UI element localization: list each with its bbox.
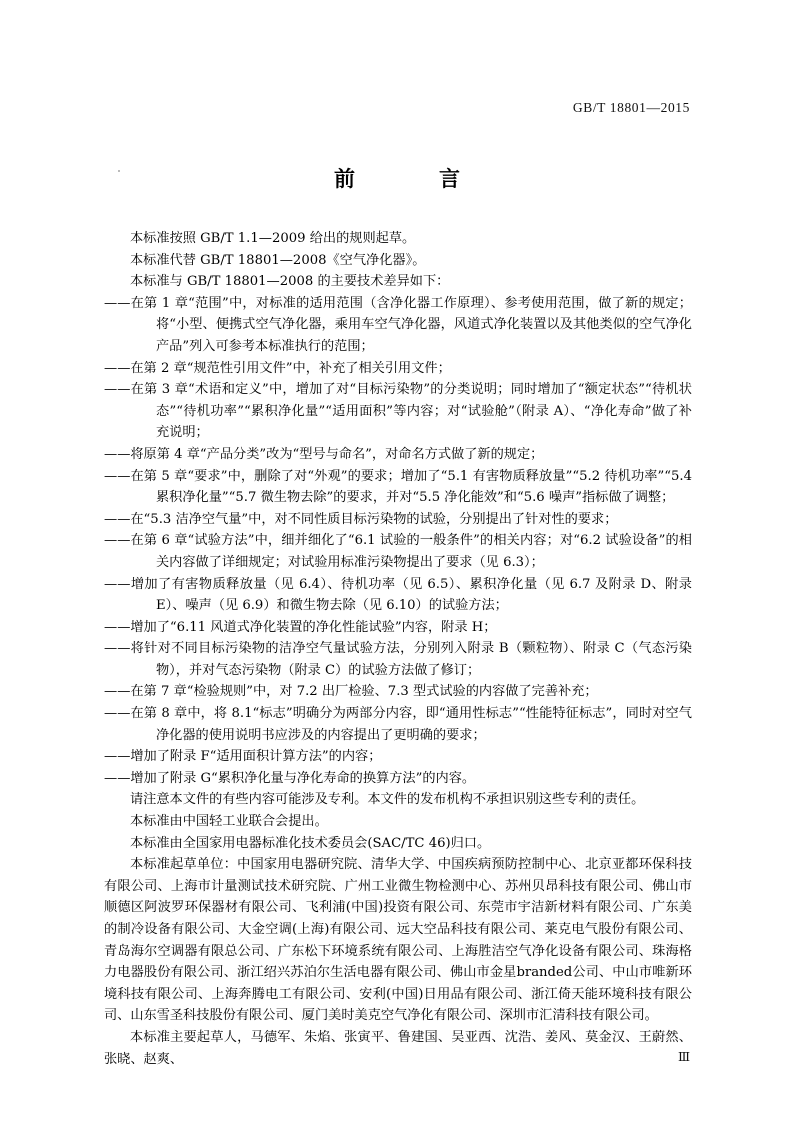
page-number: Ⅲ	[677, 1050, 690, 1064]
list-item: ——在第 6 章“试验方法”中，细并细化了“6.1 试验的一般条件”的相关内容；对“6.2 试验设备”的相关内容做了详细规定；对试验用标准污染物提出了要求（见 6.3）；	[104, 533, 692, 570]
paragraph: 本标准主要起草人，马德军、朱焰、张寅平、鲁建国、吴亚西、沈浩、姜风、莫金汉、王蔚然、张晓、赵爽、	[104, 1029, 692, 1067]
foreword-body	[104, 228, 692, 1070]
list-item: ——增加了“6.11 风道式净化装置的净化性能试验”内容，附录 H；	[104, 619, 497, 635]
list-item: ——在第 3 章“术语和定义”中，增加了对“目标污染物”的分类说明；同时增加了“额定状态”“待机状态”“待机功率”“累积净化量”“适用面积”等内容；对“试验舱”（附录 A）、“净化寿命”做了补充说明；	[104, 382, 692, 441]
list-item: ——在第 1 章“范围”中，对标准的适用范围（含净化器工作原理）、参考使用范围，做了新的规定；将“小型、便携式空气净化器，乘用车空气净化器，风道式净化装置以及其他类似的空气净化产品”列入可参考本标准执行的范围；	[104, 295, 692, 354]
list-item: ——将原第 4 章“产品分类”改为“型号与命名”，对命名方式做了新的规定；	[104, 446, 544, 462]
list-item: ——增加了附录 F“适用面积计算方法”的内容；	[104, 749, 382, 765]
paragraph: 本标准与 GB/T 18801—2008 的主要技术差异如下：	[130, 274, 450, 290]
paragraph: 本标准由全国家用电器标准化技术委员会(SAC/TC 46)归口。	[130, 835, 491, 851]
paragraph: 本标准按照 GB/T 1.1—2009 给出的规则起草。	[130, 231, 416, 246]
paragraph: 请注意本文件的有些内容可能涉及专利。本文件的发布机构不承担识别这些专利的责任。	[130, 792, 645, 808]
page-title: 前 言	[334, 167, 474, 191]
list-item: ——在第 8 章中，将 8.1“标志”明确分为两部分内容，即“通用性标志”“性能特征标志”，同时对空气净化器的使用说明书应涉及的内容提出了更明确的要求；	[104, 706, 692, 743]
list-item: ——在第 2 章“规范性引用文件”中，补充了相关引用文件；	[104, 360, 451, 376]
paragraph: 本标准代替 GB/T 18801—2008《空气净化器》。	[130, 252, 426, 268]
page-header-standard-code: GB/T 18801—2015	[572, 100, 690, 115]
paragraph: 本标准起草单位：中国家用电器研究院、清华大学、中国疾病预防控制中心、北京亚都环保科技有限公司、上海市计量测试技术研究院、广州工业微生物检测中心、苏州贝昂科技有限公司、佛山市顺德区阿波罗环保器材有限公司、飞利浦(中国)投资有限公司、东莞市宇洁新材料有限公司、广东美的制冷设备有限公司、大金空调(上海)有限公司、远大空品科技有限公司、莱克电气股份有限公司、青岛海尔空调器有限总公司、广东松下环境系统有限公司、上海胜洁空气净化设备有限公司、珠海格力电器股份有限公司、浙江绍兴苏泊尔生活电器有限公司、佛山市金星branded公司、中山市唯新环境科技有限公司、上海奔腾电工有限公司、安利(中国)日用品有限公司、浙江倚天能环境科技有限公司、山东雪圣科技股份有限公司、厦门美时美克空气净化有限公司、深圳市汇清科技有限公司。	[104, 857, 692, 1024]
paragraph: 本标准由中国轻工业联合会提出。	[130, 814, 328, 830]
list-item: ——在第 7 章“检验规则”中，对 7.2 出厂检验、7.3 型式试验的内容做了完善补充；	[104, 684, 598, 700]
list-item: ——在“5.3 洁净空气量”中，对不同性质目标污染物的试验，分别提出了针对性的要求；	[104, 511, 618, 527]
list-item: ——将针对不同目标污染物的洁净空气量试验方法，分别列入附录 B（颗粒物）、附录 C（气态污染物），并对气态污染物（附录 C）的试验方法做了修订；	[104, 641, 692, 678]
list-item: ——在第 5 章“要求”中，删除了对“外观”的要求；增加了“5.1 有害物质释放量”“5.2 待机功率”“5.4 累积净化量”“5.7 微生物去除”的要求，并对“5.5 净化能效”和“5.6 噪声”指标做了调整；	[104, 468, 692, 506]
list-item: ——增加了有害物质释放量（见 6.4）、待机功率（见 6.5）、累积净化量（见 6.7 及附录 D、附录 E）、噪声（见 6.9）和微生物去除（见 6.10）的试验方法；	[104, 576, 692, 614]
list-item: ——增加了附录 G“累积净化量与净化寿命的换算方法”的内容。	[104, 770, 476, 786]
